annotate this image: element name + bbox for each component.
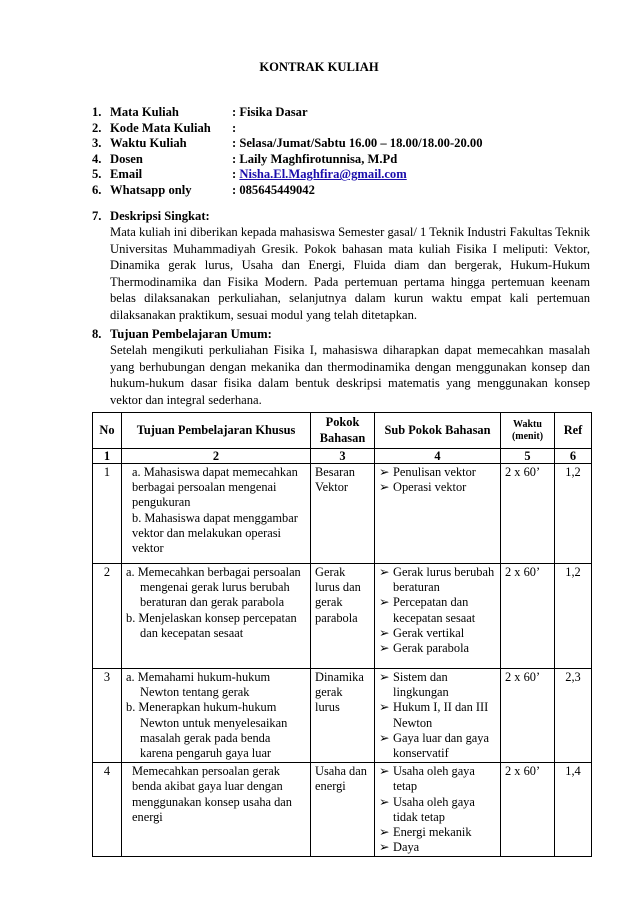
subtopic-item <box>379 626 496 641</box>
table-index-row <box>93 449 592 464</box>
subtopic-text: Percepatan dan kecepatan sesaat <box>393 595 476 625</box>
objective-item: a. Memahami hukum-hukum Newton tentang gerak <box>126 670 271 700</box>
info-value: : Fisika Dasar <box>232 105 308 119</box>
arrow-bullet-icon: ➢ <box>379 480 390 495</box>
arrow-bullet-icon: ➢ <box>379 670 390 684</box>
arrow-bullet-icon: ➢ <box>379 794 390 809</box>
subtopic-text: Penulisan vektor <box>393 465 476 479</box>
header-waktu <box>501 413 555 449</box>
index-cell: 3 <box>311 449 375 464</box>
arrow-bullet-icon: ➢ <box>379 825 390 840</box>
info-value: : <box>232 120 237 135</box>
section-heading <box>92 208 590 224</box>
subtopic-text: Daya <box>393 840 420 855</box>
subtopic-item <box>379 764 496 794</box>
arrow-bullet-icon: ➢ <box>379 565 390 579</box>
info-value <box>232 167 407 181</box>
cell-tujuan <box>122 564 311 669</box>
cell-sub <box>375 564 501 669</box>
course-info-list <box>92 105 483 199</box>
subtopic-text: Gerak vertikal <box>393 625 465 640</box>
subtopic-item <box>379 731 496 761</box>
info-number: 4. <box>92 151 102 166</box>
header-no: No <box>93 413 122 449</box>
cell-tujuan <box>122 464 311 564</box>
header-tujuan: Tujuan Pembelajaran Khusus <box>122 413 311 449</box>
arrow-bullet-icon: ➢ <box>379 730 390 745</box>
subtopic-item <box>379 795 496 825</box>
info-label: Mata Kuliah <box>110 105 179 119</box>
table-row <box>93 564 592 669</box>
cell-ref: 1,2 <box>555 464 592 564</box>
info-number: 1. <box>92 105 102 119</box>
cell-sub <box>375 669 501 763</box>
info-row-whatsapp <box>92 183 483 199</box>
info-value: : Selasa/Jumat/Sabtu 16.00 – 18.00/18.00-20.00 <box>232 136 483 151</box>
cell-tujuan <box>122 763 311 857</box>
subtopic-item <box>379 480 496 495</box>
cell-pokok: Dinamika gerak lurus <box>311 669 375 763</box>
subtopic-text: Operasi vektor <box>393 480 467 495</box>
learning-plan-table <box>92 412 592 857</box>
subtopic-item <box>379 595 496 625</box>
info-row-schedule <box>92 136 483 152</box>
subtopic-text: Gerak parabola <box>393 641 470 656</box>
table-row <box>93 669 592 763</box>
objective-item: b. Mahasiswa dapat menggambar vektor dan melakukan operasi vektor <box>132 510 298 556</box>
cell-sub <box>375 464 501 564</box>
info-value: : Laily Maghfirotunnisa, M.Pd <box>232 151 398 166</box>
section-body: Setelah mengikuti perkuliahan Fisika I, mahasiswa diharapkan dapat memecahkan masalah yang berhubungan dengan mekanika dan thermodinamika dengan menggunakan konsep dan hukum-hukum dasar fisika dalam bentuk deskripsi matematis yang menggunakan konsep vektor dan integral sederhana. <box>110 343 590 407</box>
table-header-row <box>93 413 592 449</box>
info-number: 3. <box>92 136 102 151</box>
info-row-lecturer <box>92 152 483 168</box>
info-row-code <box>92 121 483 137</box>
info-label: Waktu Kuliah <box>110 136 187 151</box>
arrow-bullet-icon: ➢ <box>379 465 390 479</box>
info-value: : 085645449042 <box>232 182 315 197</box>
header-pokok: Pokok Bahasan <box>311 413 375 449</box>
subtopic-text: Gaya luar dan gaya konservatif <box>393 730 489 761</box>
index-cell: 6 <box>555 449 592 464</box>
objective-item: b. Menjelaskan konsep percepatan dan kecepatan sesaat <box>126 610 297 640</box>
subtopic-item <box>379 465 496 480</box>
arrow-bullet-icon: ➢ <box>379 641 390 656</box>
cell-no: 3 <box>93 669 122 763</box>
subtopic-item <box>379 700 496 730</box>
cell-ref: 2,3 <box>555 669 592 763</box>
index-cell: 2 <box>122 449 311 464</box>
cell-waktu: 2 x 60’ <box>501 464 555 564</box>
document-title: KONTRAK KULIAH <box>259 60 379 74</box>
cell-waktu: 2 x 60’ <box>501 669 555 763</box>
subtopic-text: Usaha oleh gaya tetap <box>393 764 475 794</box>
subtopic-item <box>379 670 496 700</box>
cell-ref: 1,4 <box>555 763 592 857</box>
section-objectives <box>92 326 590 408</box>
section-description <box>92 208 590 323</box>
index-cell: 1 <box>93 449 122 464</box>
table-row <box>93 464 592 564</box>
objective-item: a. Memecahkan berbagai persoalan mengenai gerak lurus berubah beraturan dan gerak parabola <box>126 565 301 610</box>
section-number: 7. <box>92 209 102 223</box>
arrow-bullet-icon: ➢ <box>379 700 390 715</box>
info-number: 5. <box>92 167 102 182</box>
objective-item: b. Menerapkan hukum-hukum Newton untuk menyelesaikan masalah gerak pada benda karena pengaruh gaya luar <box>126 700 288 761</box>
cell-pokok: Gerak lurus dan gerak parabola <box>311 564 375 669</box>
info-number: 2. <box>92 120 102 135</box>
section-title: Deskripsi Singkat: <box>110 209 210 223</box>
cell-tujuan <box>122 669 311 763</box>
info-row-email <box>92 167 483 183</box>
info-label: Whatsapp only <box>110 182 192 197</box>
section-title: Tujuan Pembelajaran Umum: <box>110 327 272 341</box>
section-heading <box>92 326 590 342</box>
index-cell: 5 <box>501 449 555 464</box>
objective-item: Memecahkan persoalan gerak benda akibat gaya luar dengan menggunakan konsep usaha dan energi <box>132 764 293 824</box>
subtopic-item <box>379 641 496 656</box>
subtopic-item <box>379 565 496 595</box>
subtopic-text: Gerak lurus berubah beraturan <box>393 565 495 595</box>
cell-ref: 1,2 <box>555 564 592 669</box>
subtopic-item <box>379 825 496 840</box>
arrow-bullet-icon: ➢ <box>379 764 390 779</box>
info-row-course <box>92 105 483 121</box>
index-cell: 4 <box>375 449 501 464</box>
email-link[interactable]: Nisha.El.Maghfira@gmail.com <box>239 167 407 182</box>
header-waktu-label: Waktu <box>513 418 542 430</box>
header-ref: Ref <box>555 413 592 449</box>
subtopic-text: Usaha oleh gaya tidak tetap <box>393 794 475 824</box>
arrow-bullet-icon: ➢ <box>379 840 390 855</box>
info-number: 6. <box>92 182 102 197</box>
subtopic-text: Sistem dan lingkungan <box>393 670 449 700</box>
cell-waktu: 2 x 60’ <box>501 763 555 857</box>
cell-no: 4 <box>93 763 122 857</box>
info-label: Dosen <box>110 151 143 166</box>
arrow-bullet-icon: ➢ <box>379 625 390 640</box>
cell-no: 2 <box>93 564 122 669</box>
subtopic-text: Energi mekanik <box>393 825 472 840</box>
info-label: Kode Mata Kuliah <box>110 120 211 135</box>
header-sub: Sub Pokok Bahasan <box>375 413 501 449</box>
arrow-bullet-icon: ➢ <box>379 595 390 610</box>
header-menit-label: (menit) <box>511 430 544 442</box>
table-row <box>93 763 592 857</box>
subtopic-text: Hukum I, II dan III Newton <box>393 700 489 730</box>
info-label: Email <box>110 167 143 182</box>
cell-pokok: Besaran Vektor <box>311 464 375 564</box>
section-number: 8. <box>92 327 102 341</box>
cell-pokok: Usaha dan energi <box>311 763 375 857</box>
cell-no: 1 <box>93 464 122 564</box>
subtopic-item <box>379 840 496 855</box>
objective-item: a. Mahasiswa dapat memecahkan berbagai persoalan mengenai pengukuran <box>132 465 298 510</box>
cell-waktu: 2 x 60’ <box>501 564 555 669</box>
email-prefix: : <box>232 167 240 182</box>
section-body: Mata kuliah ini diberikan kepada mahasiswa Semester gasal/ 1 Teknik Industri Fakultas Teknik Universitas Muhammadiyah Gresik. Pokok bahasan mata kuliah Fisika I meliputi: Vektor, Dinamika gerak lurus, Usaha dan Energi, Fluida diam dan bergerak, Hukum-Hukum Thermodinamika dan Fisika Modern. Pada pertemuan pertama hingga pertemuan keenam belas dilaksanakan perkuliahan, selanjutnya dalam kurun waktu empat kali pertemuan dilaksanakan praktikum, sesuai modul yang telah ditetapkan. <box>110 225 590 322</box>
cell-sub <box>375 763 501 857</box>
